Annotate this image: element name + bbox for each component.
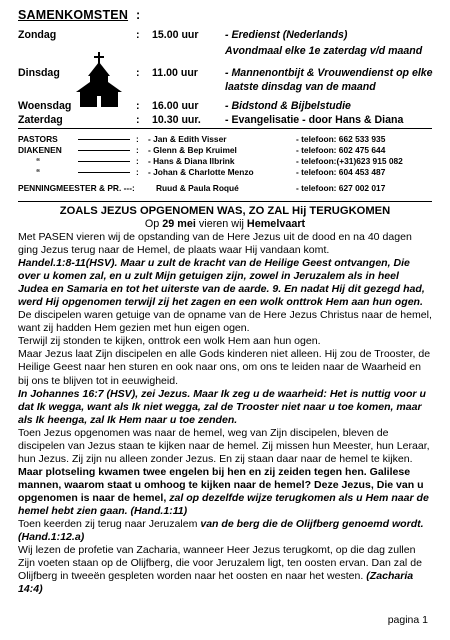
subtitle-mid: vieren wij: [195, 218, 247, 230]
contact-row: [18, 145, 432, 156]
contact-phone: - telefoon: 602 475 644: [296, 145, 386, 155]
scripture-reference: (Zacharia 14:4): [18, 570, 414, 596]
article-body: [18, 231, 432, 596]
article-subtitle: [18, 218, 432, 230]
contact-colon: :: [136, 134, 139, 144]
contact-name: - Glenn & Bep Kruimel: [148, 145, 237, 155]
article-title: ZOALS JEZUS OPGENOMEN WAS, ZO ZAL Hij TERUGKOMEN: [59, 205, 391, 217]
contact-name: - Jan & Edith Visser: [148, 134, 227, 144]
paragraph: Maar Jezus laat Zijn discipelen en alle Gods kinderen niet alleen. Hij zou de Trooster, de Heilige Geest naar hen sturen en ook naar ons, om ons te leiden naar de Waarheid en bij ons te blijven tot in eeuwigheid.: [18, 348, 431, 387]
schedule-desc: - Eredienst (Nederlands): [225, 29, 348, 41]
contact-name: Ruud & Paula Roqué: [156, 183, 239, 193]
paragraph: [18, 518, 432, 544]
subtitle-event: Hemelvaart: [246, 218, 306, 230]
paragraph: [18, 544, 432, 596]
schedule-time: 15.00 uur: [152, 29, 199, 41]
contact-colon: :: [136, 167, 139, 177]
contact-leader-line: [78, 150, 130, 151]
contact-phone: - telefoon: 604 453 487: [296, 167, 386, 177]
page-number: pagina 1: [387, 614, 428, 626]
contact-row: [18, 167, 432, 178]
contact-colon: :: [136, 156, 139, 166]
schedule-time: 11.00 uur: [152, 67, 198, 79]
contact-name: - Hans & Diana Ilbrink: [148, 156, 235, 166]
schedule-row-dinsdag: [18, 67, 432, 81]
schedule-colon: :: [136, 100, 140, 112]
contact-phone: - telefoon: 662 533 935: [296, 134, 386, 144]
schedule-colon: :: [136, 67, 140, 79]
contacts-section: [18, 131, 432, 199]
contact-leader-line: [78, 161, 130, 162]
contact-leader-line: [78, 172, 130, 173]
schedule-desc: - Mannenontbijt & Vrouwendienst op elke: [225, 67, 433, 79]
plain-text: Toen keerden zij terug naar Jeruzalem: [18, 518, 201, 531]
divider: [18, 128, 432, 129]
paragraph: De discipelen waren getuige van de opname van de Here Jezus Christus naar de hemel, want zij hadden Hem gezien met hun eigen ogen.: [18, 309, 432, 335]
bold-text: Maar plotseling kwamen twee engelen bij hen en zij zeiden tegen hen. Galilese mannen, waarom staat u omhoog te kijken naar de hemel? Deze Jezus, Die van u opgenomen is naar de hemel,: [18, 465, 424, 504]
scripture-quote: In Johannes 16:7 (HSV), zei Jezus. Maar Ik zeg u de waarheid: Het is nuttig voor u dat Ik wegga, want als Ik niet wegga, zal de Trooster niet naar u toe komen, maar als Ik heenga, zal Ik Hem naar u toe zenden.: [18, 387, 426, 426]
contact-row: [18, 183, 432, 194]
schedule-colon: :: [136, 29, 140, 41]
schedule-day: Zaterdag: [18, 114, 63, 126]
scripture-quote: van de berg die de Olijfberg genoemd wordt. (Hand.1:12.a): [18, 518, 424, 544]
schedule-title-colon: :: [136, 8, 141, 22]
schedule-cont: laatste dinsdag van de maand: [225, 81, 376, 93]
contact-role-ditto: “: [36, 167, 41, 177]
plain-text: Wij lezen de profetie van Zacharia, wanneer Heer Jezus terugkomt, op die dag zullen Zijn voeten staan op de Olijfberg, die voor Jeruzalem ligt, ten oosten ervan. Dan zal de Olijfberg in tweeën gespleten worden naar het oosten en naar het westen.: [18, 544, 422, 583]
contact-role: PENNINGMEESTER & PR. ---:: [18, 183, 135, 193]
contact-row: [18, 156, 432, 167]
schedule-day: Dinsdag: [18, 67, 60, 79]
paragraph: Met PASEN vieren wij de opstanding van de Here Jezus uit de dood en na 40 dagen ging Jezus terug naar de Hemel, de plaats waar Hij vandaan komt.: [18, 231, 412, 257]
schedule-title: SAMENKOMSTEN: [18, 8, 129, 22]
subtitle-date: 29 mei: [162, 218, 196, 230]
schedule-desc: - Evangelisatie - door Hans & Diana: [225, 114, 404, 126]
paragraph: Toen Jezus opgenomen was naar de hemel, weg van Zijn discipelen, bleven de discipelen van Jezus staan te kijken naar de hemel. Zij missen hun Meester, hun Leraar, hun Jezus. Zij zijn nu alleen zonder Jezus. En zij staan daar naar de hemel te kijken.: [18, 426, 430, 465]
schedule-day: Zondag: [18, 29, 57, 41]
contact-role: DIAKENEN: [18, 145, 62, 155]
paragraph: Terwijl zij stonden te kijken, onttrok een wolk Hem aan hun ogen.: [18, 335, 321, 348]
contact-role: PASTORS: [18, 134, 58, 144]
schedule-desc: - Bidstond & Bijbelstudie: [225, 100, 351, 112]
schedule-row-woensdag: [18, 100, 432, 114]
schedule-time: 16.00 uur: [152, 100, 199, 112]
schedule-row-zaterdag: [18, 114, 432, 128]
schedule-cont: Avondmaal elke 1e zaterdag v/d maand: [225, 45, 423, 57]
contact-colon: :: [136, 145, 139, 155]
scripture-quote: zal op dezelfde wijze terugkomen als u Hem naar de hemel hebt zien gaan. (Hand.1:11): [18, 491, 429, 517]
paragraph: [18, 466, 432, 518]
contact-phone: - telefoon:(+31)623 915 082: [296, 156, 403, 166]
contact-leader-line: [78, 139, 130, 140]
schedule-time: 10.30 uur.: [152, 114, 201, 126]
subtitle-prefix: Op: [144, 218, 163, 230]
divider: [18, 201, 432, 202]
contact-name: - Johan & Charlotte Menzo: [148, 167, 254, 177]
schedule-colon: :: [136, 114, 140, 126]
schedule-section: [18, 8, 432, 126]
scripture-quote: Handel.1:8-11(HSV). Maar u zult de kracht van de Heilige Geest ontvangen, Die over u komen zal, en u zult Mijn getuigen zijn, zowel in Jeruzalem als in heel Judea en Samaria en tot het uiterste van de aarde. 9. En nadat Hij dit gezegd had, werd Hij opgenomen terwijl zij het zagen en een wolk onttrok Hem aan hun ogen.: [18, 257, 425, 309]
contact-row: [18, 134, 432, 145]
contact-role-ditto: “: [36, 156, 41, 166]
contact-phone: - telefoon: 627 002 017: [296, 183, 386, 193]
schedule-day: Woensdag: [18, 100, 72, 112]
schedule-row-zondag: [18, 29, 432, 43]
